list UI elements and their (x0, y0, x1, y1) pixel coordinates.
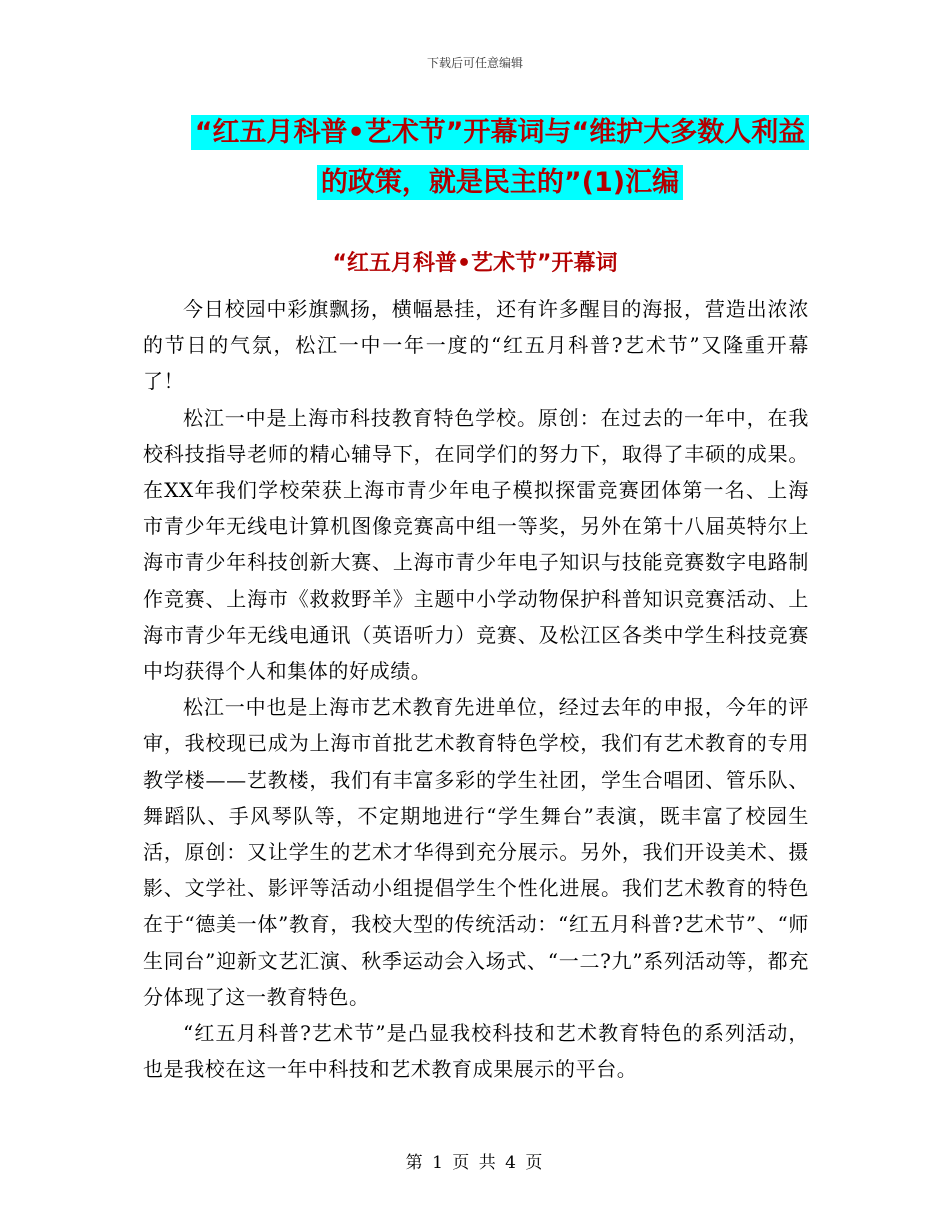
document-title (190, 108, 810, 208)
document-title-highlight: “红五月科普•艺术节”开幕词与“维护大多数人利益的政策，就是民主的”(1)汇编 (191, 115, 810, 200)
page-number-footer: 第 1 页 共 4 页 (405, 1153, 545, 1173)
paragraph: “红五月科普?艺术节”是凸显我校科技和艺术教育特色的系列活动，也是我校在这一年中科技和艺术教育成果展示的平台。 (143, 1021, 809, 1082)
paragraph: 松江一中是上海市科技教育特色学校。原创：在过去的一年中，在我校科技指导老师的精心辅导下，在同学们的努力下，取得了丰硕的成果。在XX年我们学校荣获上海市青少年电子模拟探雷竞赛团体第一名、上海市青少年无线电计算机图像竞赛高中组一等奖，另外在第十八届英特尔上海市青少年科技创新大赛、上海市青少年电子知识与技能竞赛数字电路制作竞赛、上海市《救救野羊》主题中小学动物保护科普知识竞赛活动、上海市青少年无线电通讯（英语听力）竞赛、及松江区各类中学生科技竞赛中均获得个人和集体的好成绩。 (143, 405, 809, 684)
section-title: “红五月科普•艺术节”开幕词 (332, 251, 618, 276)
page-header-note: 下载后可任意编辑 (426, 56, 523, 70)
paragraph: 松江一中也是上海市艺术教育先进单位，经过去年的申报，今年的评审，我校现已成为上海市首批艺术教育特色学校，我们有艺术教育的专用教学楼——艺教楼，我们有丰富多彩的学生社团，学生合唱团、管乐队、舞蹈队、手风琴队等，不定期地进行“学生舞台”表演，既丰富了校园生活，原创：又让学生的艺术才华得到充分展示。另外，我们开设美术、摄影、文学社、影评等活动小组提倡学生个性化进展。我们艺术教育的特色在于“德美一体”教育，我校大型的传统活动：“红五月科普?艺术节”、“师生同台”迎新文艺汇演、秋季运动会入场式、“一二?九”系列活动等，都充分体现了这一教育特色。 (143, 695, 809, 1009)
document-body (143, 291, 809, 1087)
paragraph: 今日校园中彩旗飘扬，横幅悬挂，还有许多醒目的海报，营造出浓浓的节日的气氛，松江一中一年一度的“红五月科普?艺术节”又隆重开幕了！ (143, 297, 809, 394)
